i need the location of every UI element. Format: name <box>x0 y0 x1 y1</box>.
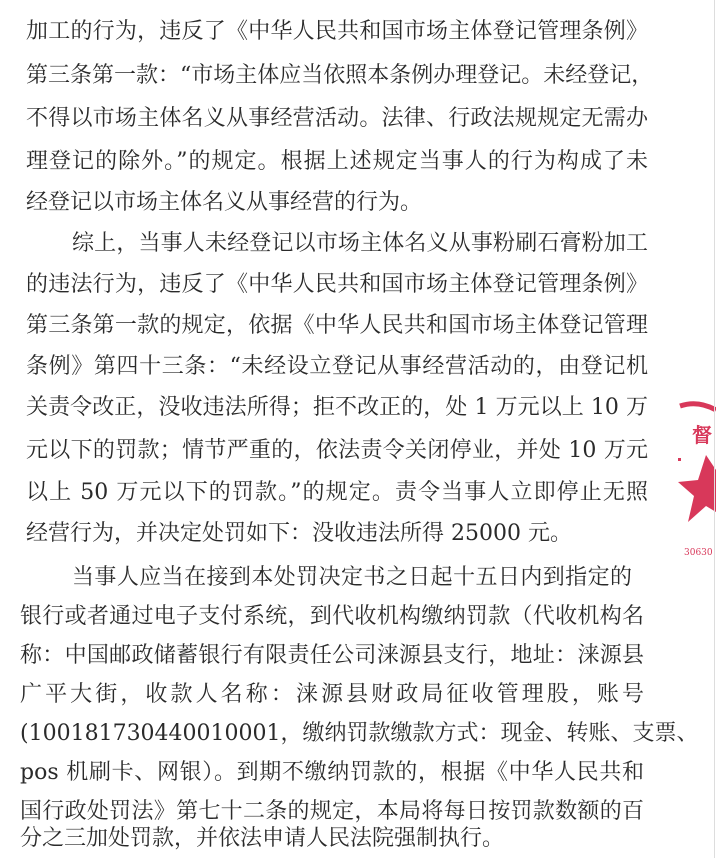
text-line: 条例》第四十三条：“未经设立登记从事经营活动的，由登记机 <box>26 354 648 379</box>
text-line: 国行政处罚法》第七十二条的规定，本局将每日按罚款数额的百 <box>20 799 644 824</box>
text-line: 加工的行为，违反了《中华人民共和国市场主体登记管理条例》 <box>26 19 648 44</box>
text-line: 经营行为，并决定处罚如下：没收违法所得 25000 元。 <box>26 521 572 546</box>
text-line: 以上 50 万元以下的罚款。”的规定。责令当事人立即停止无照 <box>26 480 648 505</box>
text-line: (100181730440010001，缴纳罚款缴款方式：现金、转账、支票、 <box>20 721 699 746</box>
text-line: 不得以市场主体名义从事经营活动。法律、行政法规规定无需办 <box>26 106 648 131</box>
text-line: 第三条第一款：“市场主体应当依照本条例办理登记。未经登记， <box>26 63 654 88</box>
text-line: 经登记以市场主体名义从事经营的行为。 <box>26 190 423 215</box>
text-line: 理登记的除外。”的规定。根据上述规定当事人的行为构成了未 <box>26 149 648 174</box>
text-line: 的违法行为，违反了《中华人民共和国市场主体登记管理条例》 <box>26 272 648 297</box>
text-line: 关责令改正，没收违法所得；拒不改正的，处 1 万元以上 10 万 <box>26 395 648 420</box>
text-line: 当事人应当在接到本处罚决定书之日起十五日内到指定的 <box>72 565 632 590</box>
text-line: 银行或者通过电子支付系统，到代收机构缴纳罚款（代收机构名 <box>20 604 644 629</box>
text-line: 称：中国邮政储蓄银行有限责任公司涞源县支行，地址：涞源县 <box>20 643 644 668</box>
text-line: pos 机刷卡、网银）。到期不缴纳罚款的，根据《中华人民共和 <box>20 760 644 785</box>
text-line: 广平大街，收款人名称：涞源县财政局征收管理股，账号 <box>20 682 644 707</box>
stamp-number: 30630 <box>684 548 713 558</box>
text-line: 综上，当事人未经登记以市场主体名义从事粉刷石膏粉加工 <box>72 231 648 256</box>
stamp-star <box>678 455 716 522</box>
page-edge <box>714 0 715 858</box>
stamp-character: 督 <box>692 423 712 447</box>
text-line: 分之三加处罚款，并依法申请人民法院强制执行。 <box>20 826 505 851</box>
stamp-dot <box>678 458 681 461</box>
stamp-ring <box>680 404 716 410</box>
text-line: 第三条第一款的规定，依据《中华人民共和国市场主体登记管理 <box>26 313 648 338</box>
text-line: 元以下的罚款；情节严重的，依法责令关闭停业，并处 10 万元 <box>26 438 648 463</box>
